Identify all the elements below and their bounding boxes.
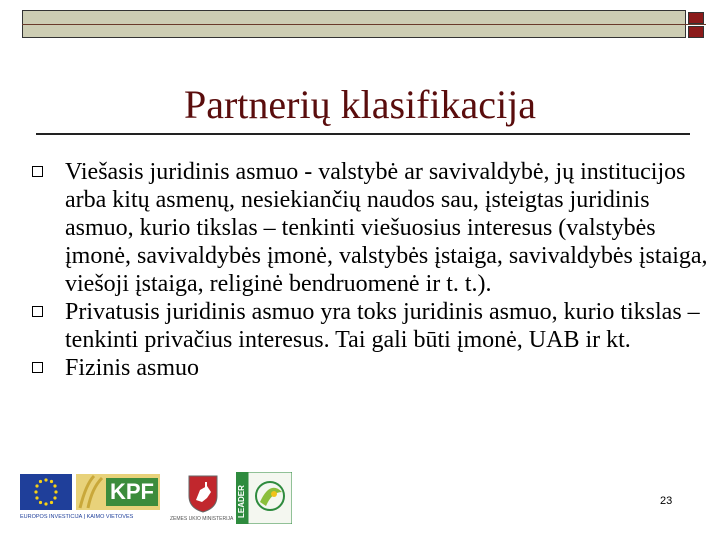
leader-logo-text: LEADER: [237, 485, 246, 518]
square-bullet-icon: [32, 306, 43, 317]
square-bullet-icon: [32, 362, 43, 373]
coat-of-arms-logo: [185, 474, 221, 514]
title-underline: [36, 133, 690, 135]
bullet-list: [30, 158, 710, 382]
eu-logo-caption: EUROPOS INVESTICIJA Į KAIMO VIETOVES: [20, 514, 134, 520]
corner-square-top: [688, 12, 704, 24]
kpf-logo: [76, 474, 160, 510]
page-number: 23: [660, 495, 673, 507]
bullet-item: [30, 354, 710, 382]
bullet-item: [30, 158, 710, 298]
leader-logo: [236, 472, 292, 524]
bullet-item: [30, 298, 710, 354]
ministry-logo-caption: ŽEMĖS ŪKIO MINISTERIJA: [170, 516, 234, 522]
logo-strip: [20, 472, 300, 532]
bullet-text: Fizinis asmuo: [65, 355, 200, 381]
eu-flag-logo: [20, 474, 72, 510]
kpf-logo-text: KPF: [110, 479, 154, 504]
corner-square-bottom: [688, 26, 704, 38]
header-line: [22, 24, 706, 25]
slide-title: Partnerių klasifikacija: [183, 82, 537, 127]
bullet-text: Viešasis juridinis asmuo - valstybė ar savivaldybė, jų institucijos arba kitų asmenų, nesiekiančių naudos sau, įsteigtas juridinis asmuo, kurio tikslas – tenkinti viešuosius interesus (valstybės įmonė, savivaldybės įmonė, valstybės įstaiga, savivaldybės įstaiga, viešoji įstaiga, religinė bendruomenė ir t. t.).: [65, 159, 708, 297]
bullet-text: Privatusis juridinis asmuo yra toks juridinis asmuo, kurio tikslas – tenkinti privačius interesus. Tai gali būti įmonė, UAB ir kt.: [65, 299, 700, 353]
square-bullet-icon: [32, 166, 43, 177]
